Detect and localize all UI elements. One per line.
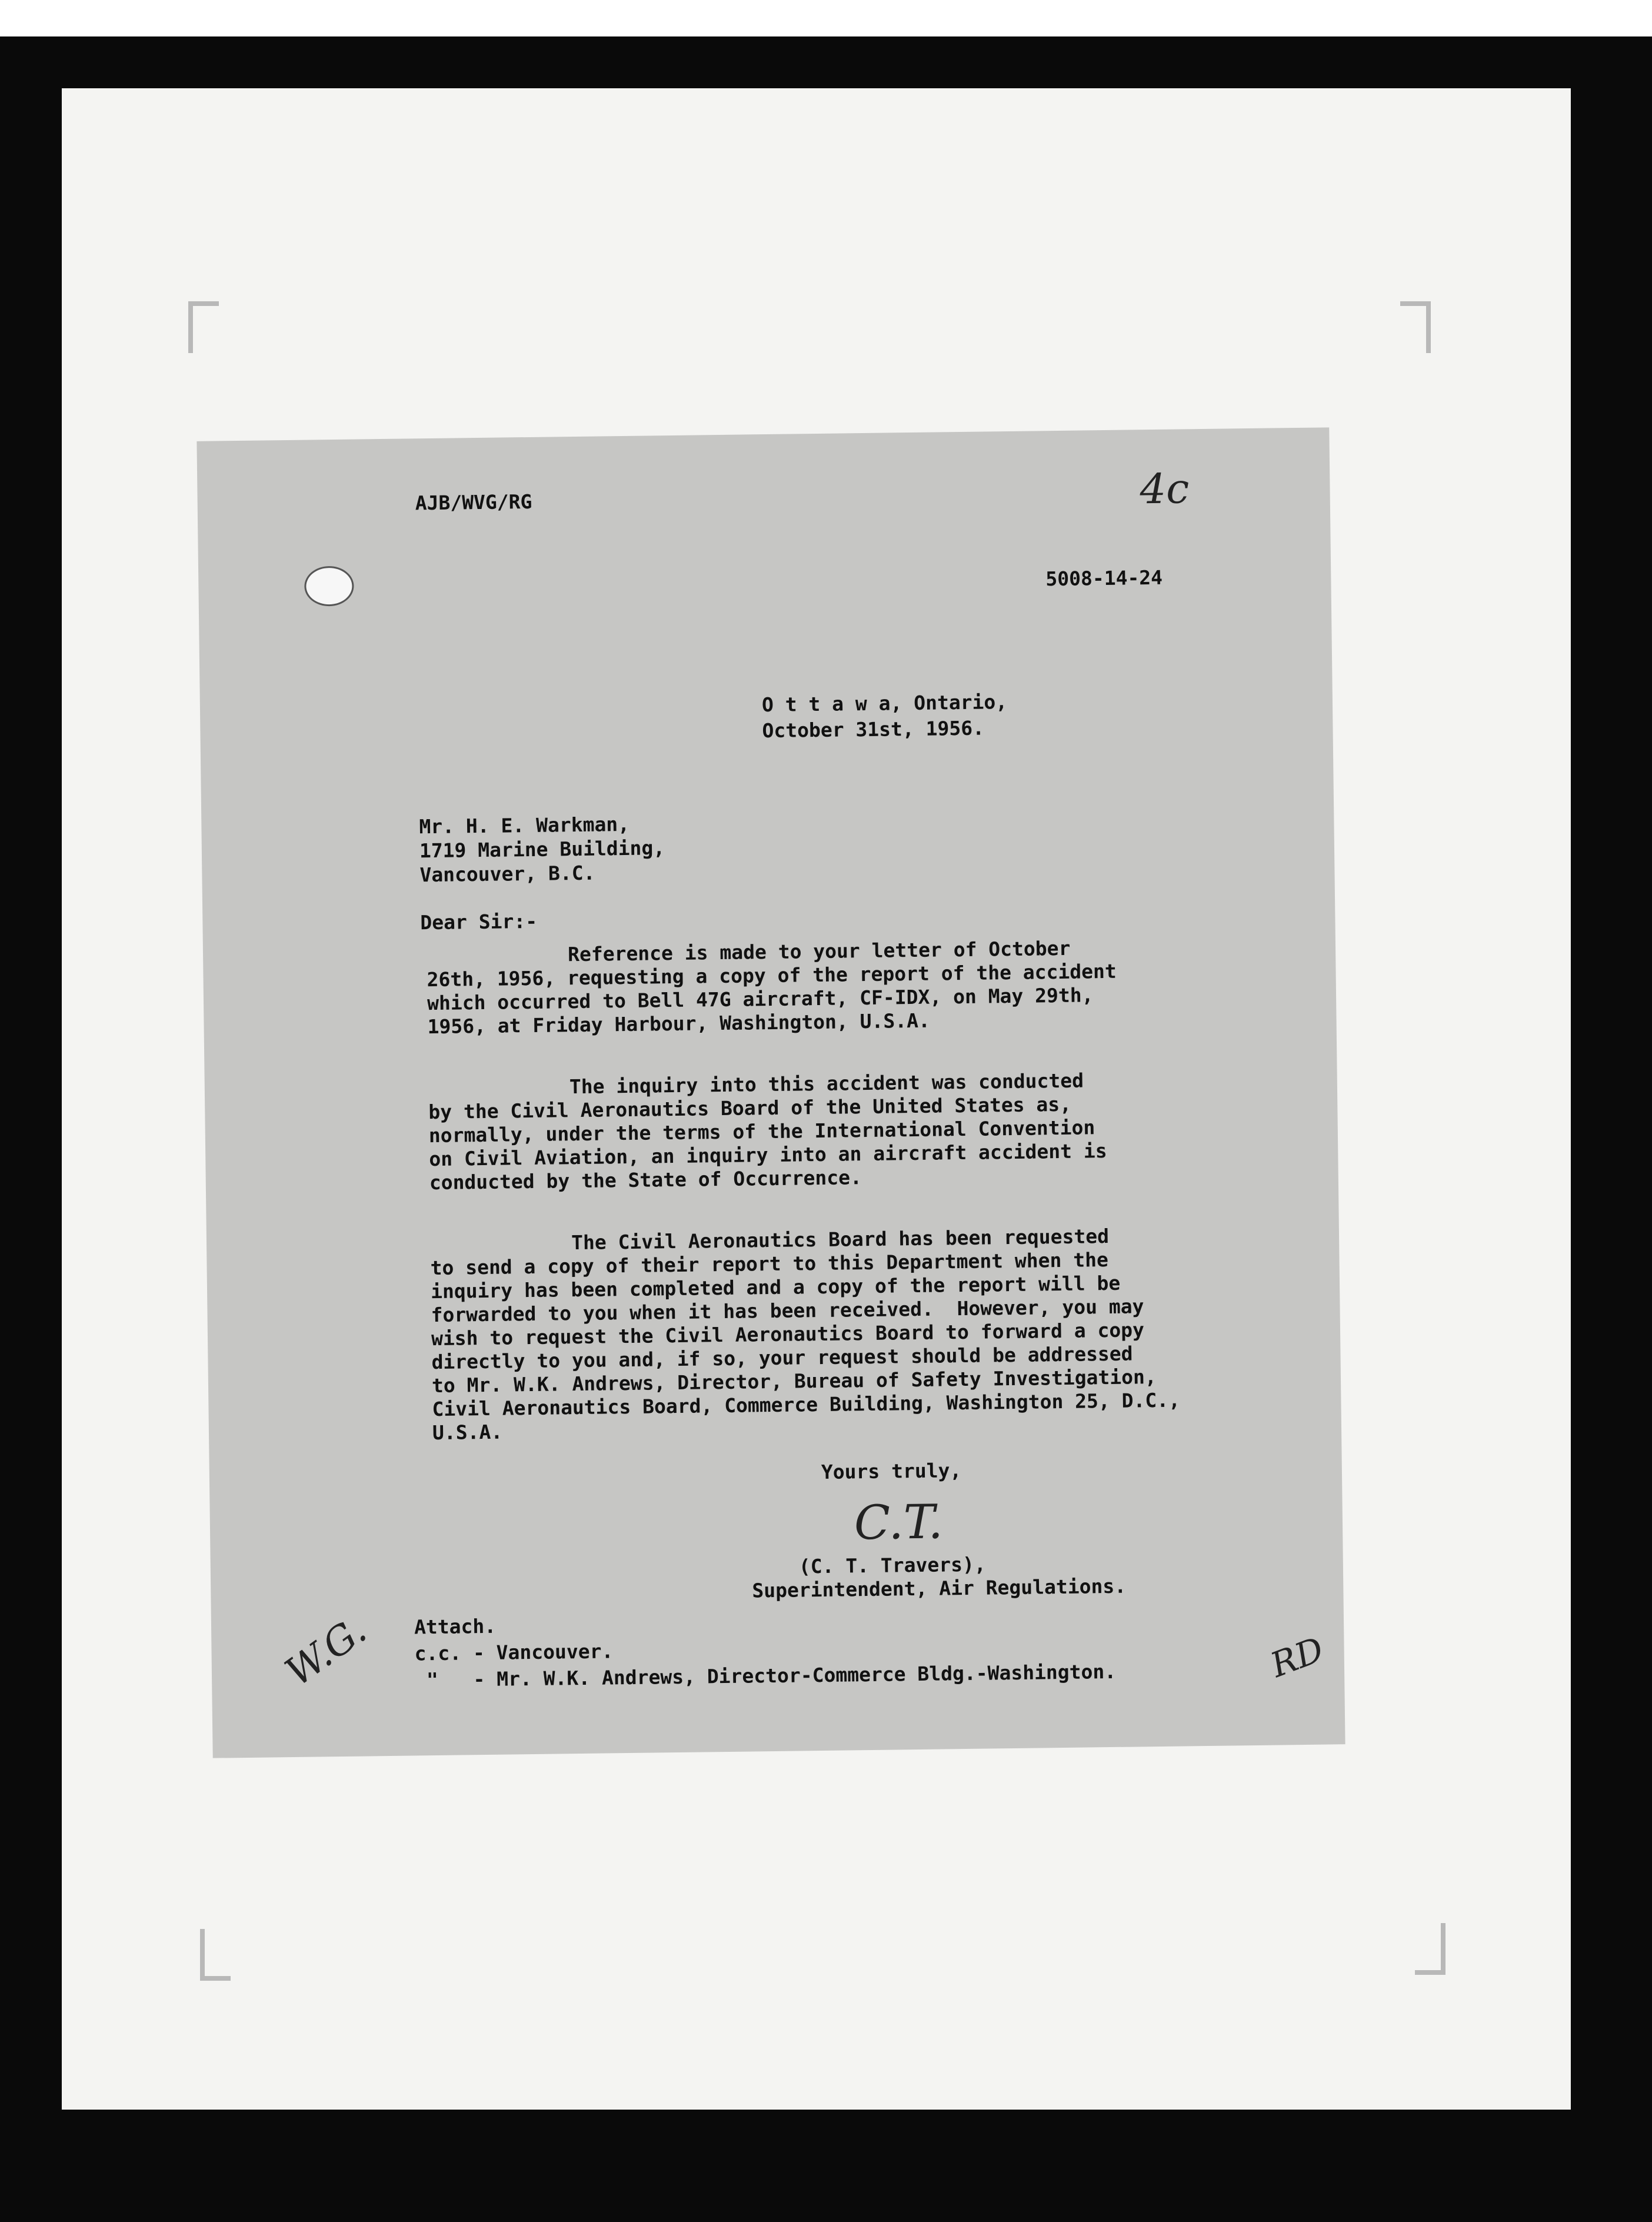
paragraph-line: The Civil Aeronautics Board has been requested (571, 1225, 1110, 1255)
film-top-strip (0, 0, 1652, 36)
paragraph-line: to send a copy of their report to this Department when the (430, 1248, 1109, 1280)
closing: Yours truly, (821, 1459, 962, 1484)
crop-mark-bottom-left (200, 1929, 231, 1981)
file-number: 5008-14-24 (1045, 566, 1163, 591)
punch-hole (304, 566, 354, 607)
crop-mark-top-right (1400, 301, 1431, 353)
file-reference: AJB/WVG/RG (415, 490, 532, 515)
salutation: Dear Sir:- (420, 909, 538, 934)
paragraph-3 (430, 1224, 1181, 1445)
handwritten-initials-left: W.G. (277, 1607, 375, 1695)
paragraph-line: to Mr. W.K. Andrews, Director, Bureau of Safety Investigation, (431, 1365, 1157, 1398)
handwritten-initials-right: RD (1265, 1629, 1330, 1685)
paragraph-line: normally, under the terms of the International Convention (428, 1116, 1095, 1147)
attachment-note: Attach. (414, 1614, 497, 1639)
paragraph-line: wish to request the Civil Aeronautics Board to forward a copy (431, 1318, 1145, 1351)
letter-place: O t t a w a, Ontario, (761, 690, 1008, 717)
paragraph-line: on Civil Aviation, an inquiry into an aircraft accident is (429, 1139, 1107, 1171)
paragraph-line: inquiry has been completed and a copy of the report will be (430, 1271, 1121, 1303)
paragraph-line: U.S.A. (432, 1420, 503, 1445)
paragraph-line: The inquiry into this accident was conducted (569, 1069, 1084, 1099)
paragraph-line: directly to you and, if so, your request should be addressed (431, 1342, 1133, 1374)
paragraph-line: 1956, at Friday Harbour, Washington, U.S.A. (427, 1009, 931, 1039)
paragraph-line: which occurred to Bell 47G aircraft, CF-IDX, on May 29th, (427, 983, 1094, 1015)
paragraph-line: Civil Aeronautics Board, Commerce Building, Washington 25, D.C., (432, 1388, 1181, 1421)
signatory-title: Superintendent, Air Regulations. (752, 1574, 1127, 1602)
paragraph-line: forwarded to you when it has been received. However, you may (431, 1295, 1144, 1327)
letter-date: October 31st, 1956. (762, 716, 985, 743)
recipient-line: Mr. H. E. Warkman, (419, 812, 630, 839)
carbon-copy-line: " - Mr. W.K. Andrews, Director-Commerce Bldg.-Washington. (414, 1659, 1117, 1692)
crop-mark-bottom-right (1415, 1923, 1446, 1975)
paragraph-1 (427, 936, 1157, 1039)
paragraph-2 (428, 1068, 1159, 1195)
recipient-line: Vancouver, B.C. (419, 861, 595, 887)
letter-page (196, 427, 1345, 1758)
crop-mark-top-left (188, 301, 219, 353)
handwritten-number: 4c (1140, 464, 1190, 514)
paragraph-line: 26th, 1956, requesting a copy of the report of the accident (427, 959, 1117, 992)
paragraph-line: by the Civil Aeronautics Board of the United States as, (428, 1092, 1072, 1124)
recipient-line: 1719 Marine Building, (419, 836, 665, 863)
signatory-name: (C. T. Travers), (798, 1552, 986, 1578)
carbon-copy-line: c.c. - Vancouver. (414, 1639, 614, 1665)
paragraph-line: Reference is made to your letter of October (567, 936, 1071, 966)
paragraph-line: conducted by the State of Occurrence. (429, 1166, 862, 1195)
signature: C.T. (854, 1494, 944, 1551)
